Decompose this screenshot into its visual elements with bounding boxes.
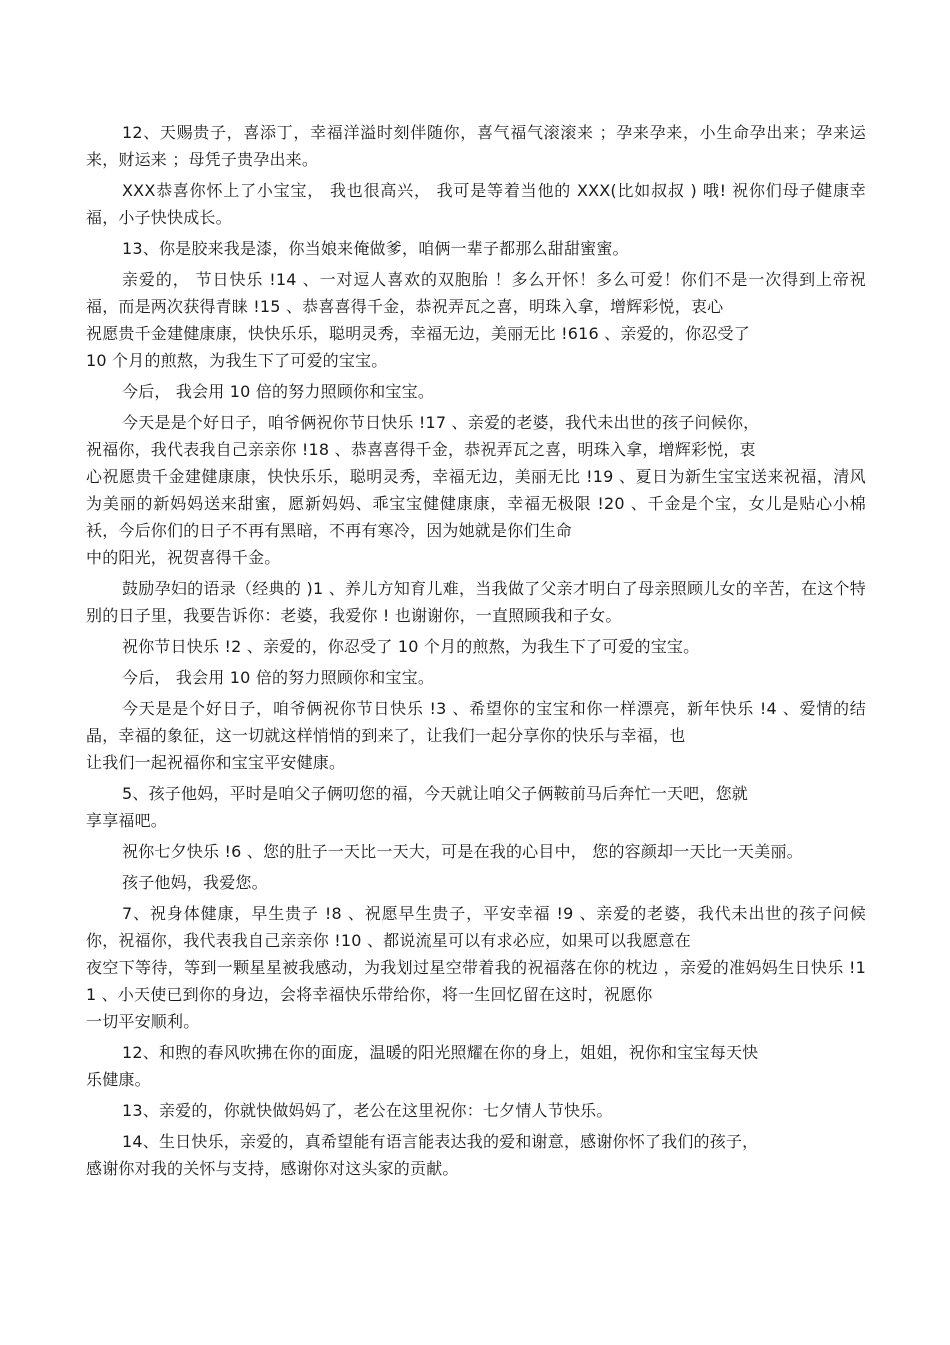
paragraph-16: 13、亲爱的，你就快做妈妈了，老公在这里祝你：七夕情人节快乐。 bbox=[122, 1101, 613, 1120]
paragraph-5: 今后， 我会用 10 倍的努力照顾你和宝宝。 bbox=[122, 382, 435, 401]
paragraph-1: 12、天赐贵子，喜添丁，幸福洋溢时刻伴随你，喜气福气滚滚来 ；孕来孕来，小生命孕出来；孕来运来，财运来 ；母凭子贵孕出来。 bbox=[86, 123, 866, 169]
paragraph-3: 13、你是胶来我是漆，你当娘来俺做爹，咱俩一辈子都那么甜甜蜜蜜。 bbox=[122, 239, 629, 258]
paragraph-11: 5、孩子他妈，平时是咱父子俩叨您的福，今天就让咱父子俩鞍前马后奔忙一天吧，您就 享享福吧。 bbox=[86, 784, 748, 830]
paragraph-14: 7、祝身体健康，早生贵子 !8 、祝愿早生贵子，平安幸福 !9 、亲爱的老婆，我代未出世的孩子问候你，祝福你，我代表我自己亲亲你 !10 、都说流星可以有求必应，如果可以我愿意在 夜空下等待，等到一颗星星被我感动，为我划过星空带着我的祝福落在你的枕边 ，亲爱的准妈妈生日快乐 !11 、小天使已到你的身边，会将幸福快乐带给你，将一生回忆留在这时，祝愿你 一切平安顺利。 bbox=[86, 904, 866, 1031]
paragraph-17: 14、生日快乐，亲爱的，真希望能有语言能表达我的爱和谢意，感谢你怀了我们的孩子， 感谢你对我的关怀与支持，感谢你对这头家的贡献。 bbox=[86, 1132, 759, 1178]
paragraph-4: 亲爱的， 节日快乐 !14 、一对逗人喜欢的双胞胎 ！多么开怀！多么可爱！你们不是一次得到上帝祝福，而是两次获得青睐 !15 、恭喜喜得千金，恭祝弄瓦之喜，明珠入拿，增辉彩悦，衷心 祝愿贵千金建健康康，快快乐乐，聪明灵秀，幸福无边，美丽无比 !616 、亲爱的，你忍受了 10 个月的煎熬，为我生下了可爱的宝宝。 bbox=[86, 270, 866, 370]
paragraph-13: 孩子他妈，我爱您。 bbox=[122, 873, 268, 892]
paragraph-15: 12、和煦的春风吹拂在你的面庞，温暖的阳光照耀在你的身上，姐姐，祝你和宝宝每天快 乐健康。 bbox=[86, 1043, 759, 1089]
paragraph-6: 今天是是个好日子，咱爷俩祝你节日快乐 !17 、亲爱的老婆，我代未出世的孩子问候你， 祝福你，我代表我自己亲亲你 !18 、恭喜喜得千金，恭祝弄瓦之喜，明珠入拿，增辉彩悦，衷 心祝愿贵千金建健康康，快快乐乐，聪明灵秀，幸福无边，美丽无比 !19 、夏日为新生宝宝送来祝福，清风为美丽的新妈妈送来甜蜜，愿新妈妈、乖宝宝健健康康，幸福无极限 !20 、千金是个宝，女儿是贴心小棉袄，今后你们的日子不再有黑暗，不再有寒冷，因为她就是你们生命 中的阳光，祝贺喜得千金。 bbox=[86, 413, 866, 567]
paragraph-12: 祝你七夕快乐 !6 、您的肚子一天比一天大，可是在我的心目中， 您的容颜却一天比一天美丽。 bbox=[122, 842, 803, 861]
paragraph-9: 今后， 我会用 10 倍的努力照顾你和宝宝。 bbox=[122, 668, 435, 687]
paragraph-2: XXX恭喜你怀上了小宝宝， 我也很高兴， 我可是等着当他的 XXX(比如叔叔 ) 哦! 祝你们母子健康幸福，小子快快成长。 bbox=[86, 181, 866, 227]
paragraph-10: 今天是是个好日子，咱爷俩祝你节日快乐 !3 、希望你的宝宝和你一样漂亮，新年快乐 !4 、爱情的结晶，幸福的象征，这一切就这样悄悄的到来了，让我们一起分享你的快乐与幸福，也 让我们一起祝福你和宝宝平安健康。 bbox=[86, 699, 866, 772]
paragraph-8: 祝你节日快乐 !2 、亲爱的，你忍受了 10 个月的煎熬，为我生下了可爱的宝宝。 bbox=[122, 637, 700, 656]
paragraph-7: 鼓励孕妇的语录（经典的 )1 、养儿方知育儿难，当我做了父亲才明白了母亲照顾儿女的辛苦，在这个特别的日子里，我要告诉你：老婆，我爱你 ! 也谢谢你，一直照顾我和子女。 bbox=[86, 579, 866, 625]
document-body bbox=[86, 119, 866, 1186]
